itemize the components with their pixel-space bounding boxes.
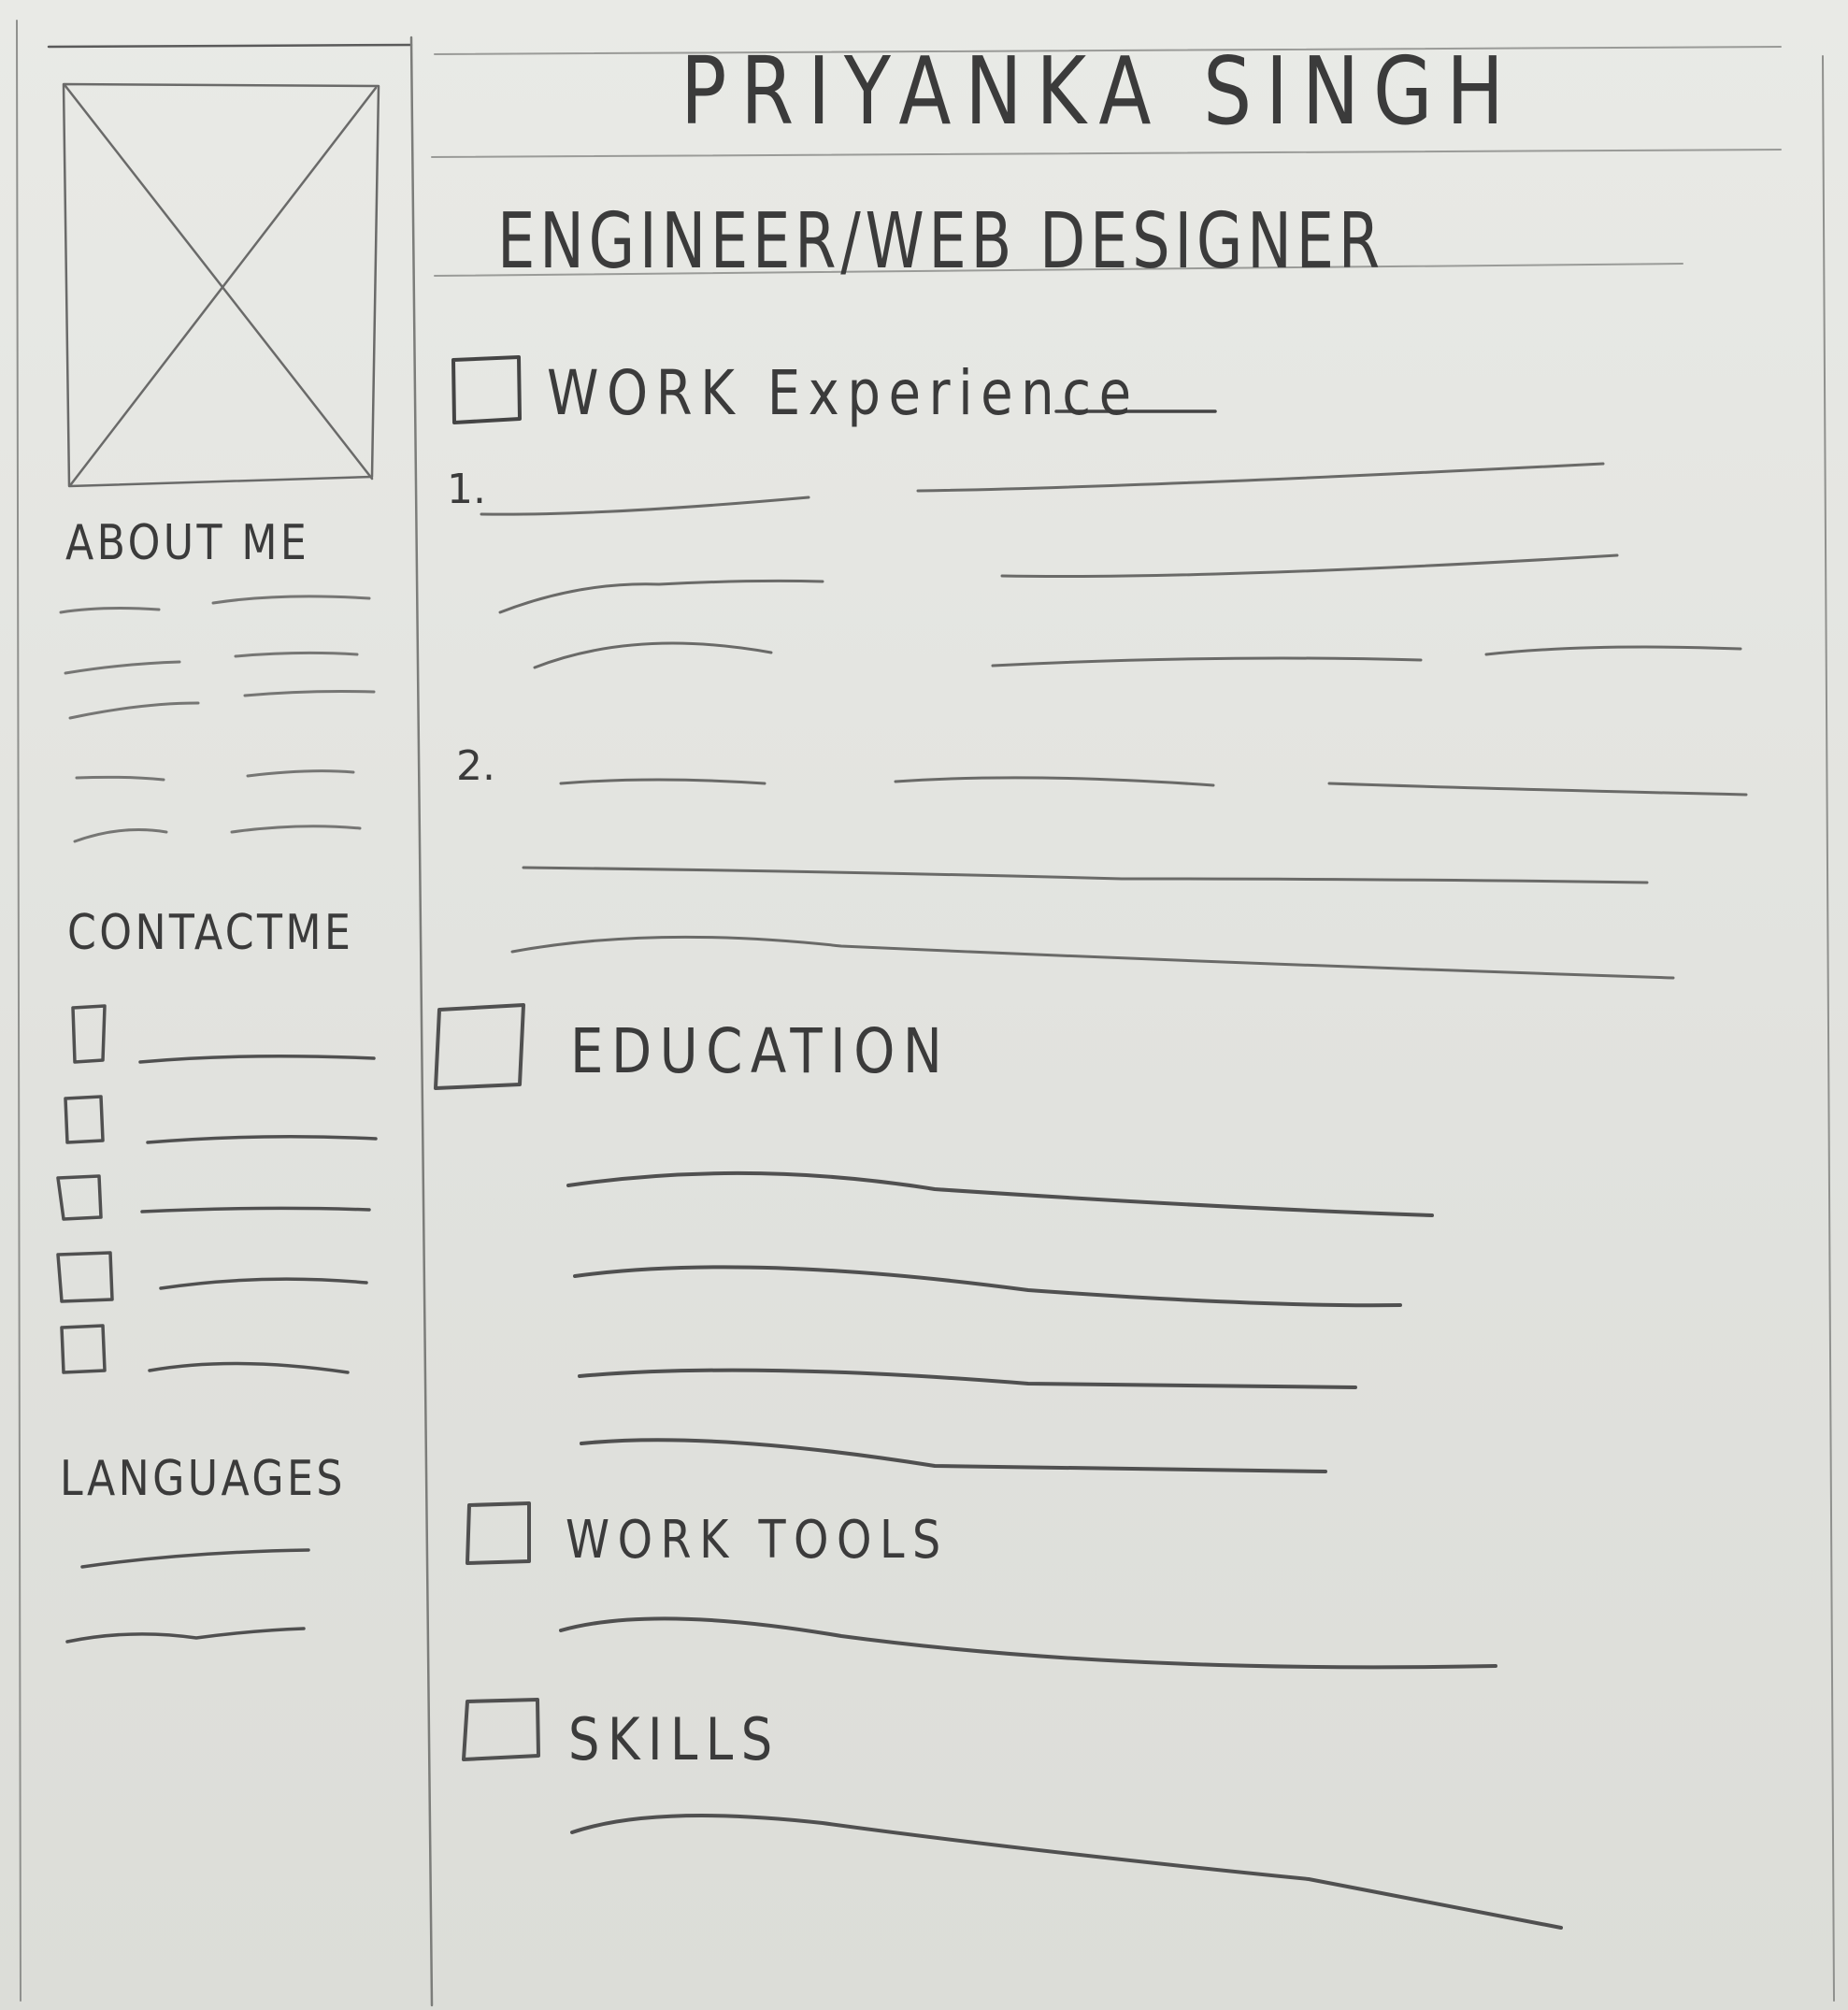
job-title: ENGINEER/WEB DESIGNER [497,197,1384,286]
contact-me-heading: CONTACTME [67,905,354,961]
work-item-number: 2. [456,742,495,790]
work-experience-heading: WORK Experience [547,357,1139,429]
about-me-heading: ABOUT ME [65,515,310,571]
work-experience-block [453,357,1746,978]
page-title-name: PRIYANKA SINGH [680,36,1518,146]
frame-left-edge [17,21,21,2001]
name-underline [432,150,1781,157]
education-heading: EDUCATION [570,1015,951,1087]
sidebar-top-line [49,45,411,47]
frame-right-edge [1823,56,1834,2001]
sidebar-divider [411,37,432,2005]
about-me-lines [61,596,374,841]
languages-lines [67,1550,308,1642]
work-tools-heading: WORK TOOLS [566,1510,949,1571]
work-item-number: 1. [447,466,486,513]
languages-heading: LANGUAGES [60,1451,346,1507]
contact-items [58,1006,376,1372]
photo-placeholder [64,84,379,486]
skills-heading: SKILLS [568,1705,781,1773]
